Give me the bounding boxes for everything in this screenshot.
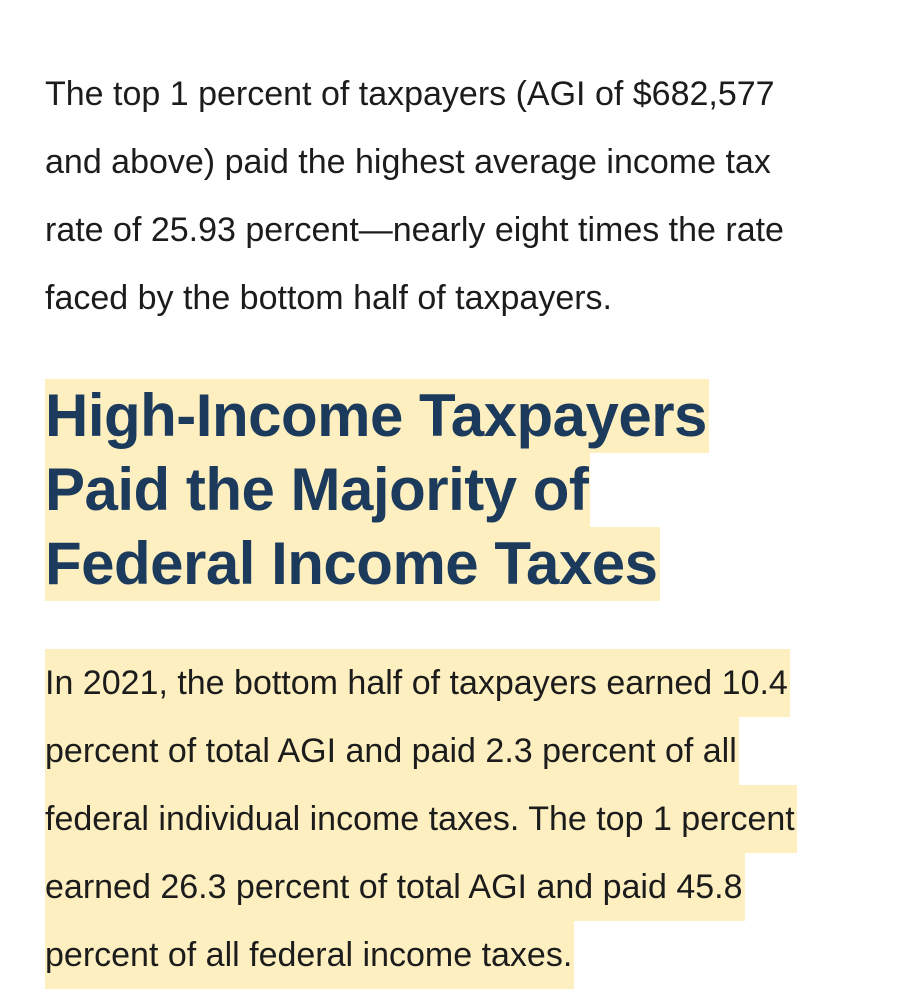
- heading-line: [45, 527, 709, 601]
- highlighted-line: [45, 921, 885, 989]
- intro-line: faced by the bottom half of taxpayers.: [45, 279, 612, 317]
- heading-line-text: High-Income Taxpayers: [45, 379, 709, 453]
- highlighted-line-text: earned 26.3 percent of total AGI and paid 45.8: [45, 853, 745, 921]
- highlighted-line: [45, 717, 885, 785]
- section-heading: [45, 379, 709, 601]
- highlighted-line-text: federal individual income taxes. The top 1 percent: [45, 785, 797, 853]
- intro-line: The top 1 percent of taxpayers (AGI of $682,577: [45, 75, 775, 113]
- highlighted-paragraph: [45, 649, 885, 989]
- highlighted-line-text: percent of total AGI and paid 2.3 percent of all: [45, 717, 739, 785]
- intro-paragraph: [45, 60, 875, 332]
- highlighted-line-text: percent of all federal income taxes.: [45, 921, 574, 989]
- highlighted-line-text: In 2021, the bottom half of taxpayers earned 10.4: [45, 649, 790, 717]
- intro-line: and above) paid the highest average income tax: [45, 143, 771, 181]
- heading-line: [45, 453, 709, 527]
- heading-line-text: Paid the Majority of: [45, 453, 590, 527]
- heading-line-text: Federal Income Taxes: [45, 527, 660, 601]
- highlighted-line: [45, 853, 885, 921]
- highlighted-line: [45, 785, 885, 853]
- intro-line: rate of 25.93 percent—nearly eight times the rate: [45, 211, 784, 249]
- heading-line: [45, 379, 709, 453]
- highlighted-line: [45, 649, 885, 717]
